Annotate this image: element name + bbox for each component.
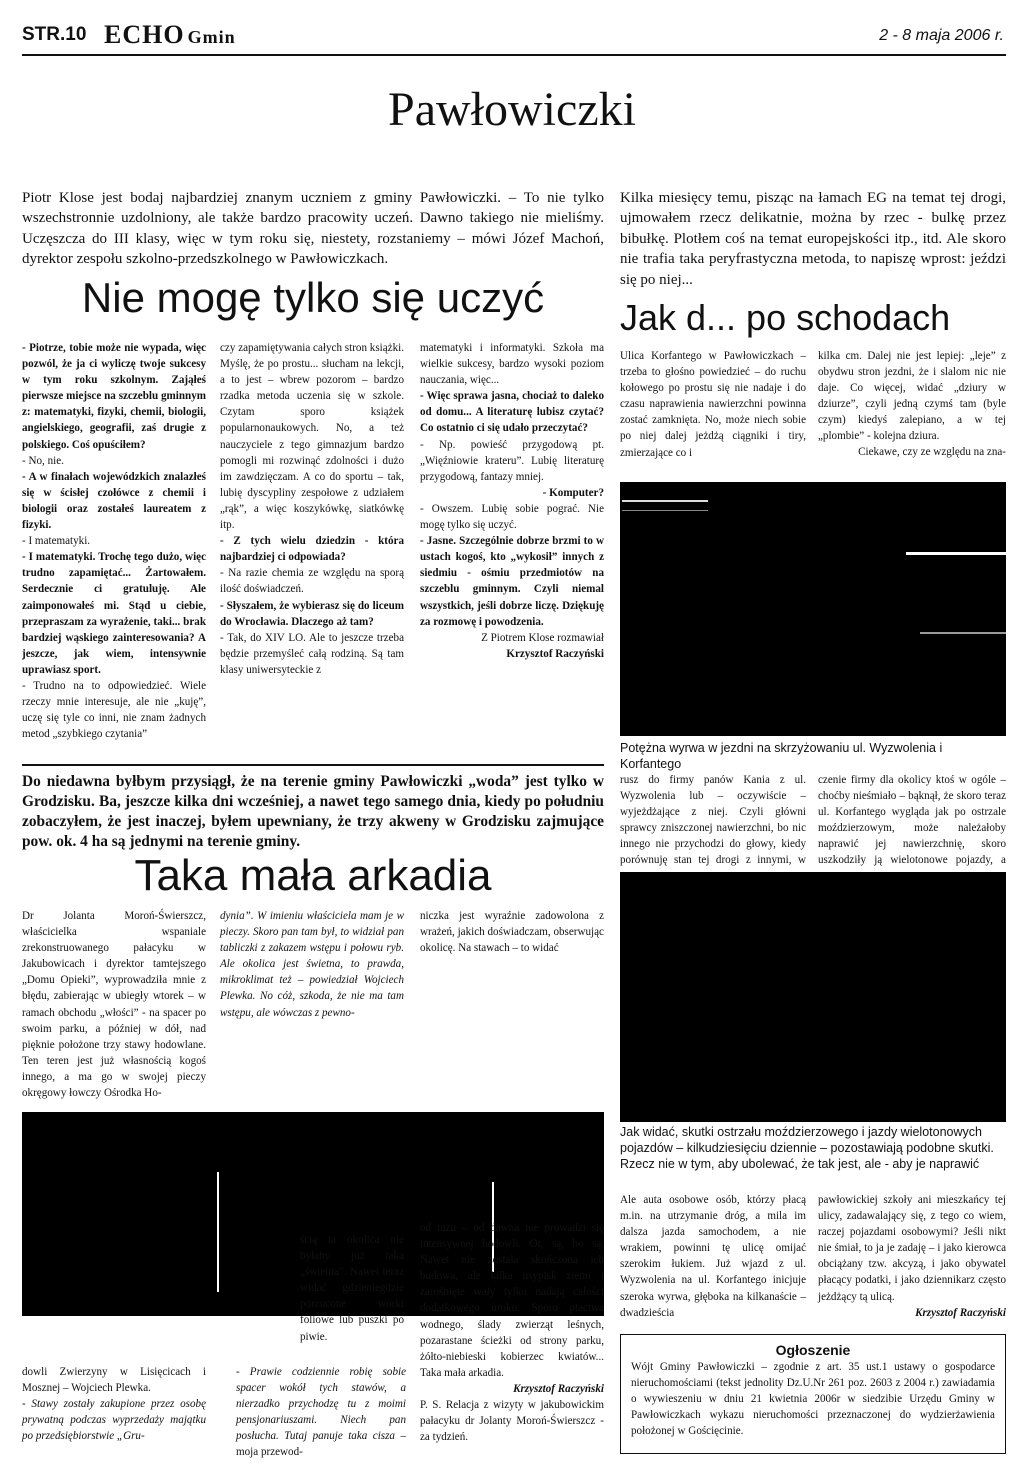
notice-box: [620, 1334, 1006, 1454]
article3-lead: Do niedawna byłbym przysiągł, że na terenie gminy Pawłowiczki „woda” jest tylko w Grodzisku. Ba, jeszcze kilka dni wcześniej, a nawet tego samego dnia, kiedy po południu zobaczyłem, że jest inaczej, byłem upewniany, że trzy akweny w Grodzisku zajmujące pow. ok. 4 ha są jednymi na terenie gminy.: [22, 773, 604, 850]
article3-col3: niczka jest wyraźnie zadowolona z wrażeń, jakich doświadczam, obserwując okolicę. Na stawach – to widać: [420, 910, 604, 955]
article1-title: Nie mogę tylko się uczyć: [81, 274, 545, 321]
photo-highlight: [217, 1172, 219, 1292]
article3-col1: Dr Jolanta Moroń-Świerszcz, właścicielka wspaniale zrekonstruowanego pałacyku w Jakubowicach i dyrektor tamtejszego „Domu Opieki”, wyprowadziła mnie z błędu, zabierając w ubiegły wtorek – w ramach obchodu „włości” - na spacer po swoim parku, a później w dół, nad pięknie położone trzy stawy hodowlane. Ten teren jest już własnością kogoś innego, a ma go w swojej pieczy okręgowy łowczy Ośrodka Ho-: [22, 910, 206, 1100]
article3-col4: dowli Zwierzyny w Lisięcicach i Mosznej – Wojciech Plewka. - Stawy zostały zakupione przez osobę prywatną podczas wyprzedaży majątku po przedsiębiorstwie „Gru-: [22, 1366, 206, 1443]
article1-lead: Piotr Klose jest bodaj najbardziej znanym uczniem z gminy Pawłowiczki. – To nie tylko wszechstronnie uzdolniony, ale także bardzo pracowity uczeń. Dawno takiego nie mieliśmy. Uczęszcza do III klasy, więc w tym roku się, niestety, rozstaniemy – mówi Józef Machoń, dyrektor zespołu szkolno-przedszkolnego w Pawłowiczkach.: [22, 190, 604, 268]
page-number: STR.10: [22, 24, 87, 45]
article2-col5: Ale auta osobowe osób, którzy płacą m.in. na utrzymanie dróg, a mila im dalsza jazda samochodem, a nie wrakiem, powinni tę ulicę omijać szerokim łukiem. Już wjazd z ul. Wyzwolenia na ul. Korfantego inicjuje szeroka wyrwa, głęboka na kilkanaście – dwadzieścia: [620, 1194, 806, 1319]
article2-col1: Ulica Korfantego w Pawłowiczkach – trzeba to głośno powiedzieć – do ruchu kołowego po prostu się nie nadaje i do czasu naprawienia nawierzchni powinna zostać zamknięta. No, może niech sobie po niej dalej jeżdżą ciągniki i tiry, zmierzające co i: [620, 350, 806, 459]
photo-highlight: [906, 552, 1006, 555]
page-header: [22, 18, 1006, 56]
article3-col2: dynia”. W imieniu właściciela mam je w pieczy. Skoro pan tam był, to widział pan tabliczki z zakazem wstępu i połowu ryb. Ale okolica jest świetna, to prawda, mikroklimat też – powiedział Wojciech Plewka. No cóż, szkoda, że nie ma tam wstępu, ale wówczas z pewno-: [220, 910, 404, 1019]
notice-title: Ogłoszenie: [775, 1342, 851, 1358]
notice-body: Wójt Gminy Pawłowiczki – zgodnie z art. 35 ust.1 ustawy o gospodarce nieruchomościami (tekst jednolity Dz.U.Nr 261 poz. 2603 z 2004 r.) zawiadamia o wywieszeniu w dniu 21 kwietnia 2006r w siedzibie Urzędu Gminy w Pawłowiczkach wykazu nieruchomości przeznaczonej do wydzierżawienia położonej w Gościęcinie.: [631, 1361, 995, 1438]
article2-lead: Kilka miesięcy temu, pisząc na łamach EG na temat tej drogi, ujmowałem rzecz delikatnie, można by rzec - bulkę przez bibułkę. Plotłem coś na temat europejskości itp., itd. Ale skoro nie trafia taka peryfrastyczna metoda, to napiszę wprost: jeździ się po niej...: [620, 190, 1006, 288]
article2-col2a: kilka cm. Dalej nie jest lepiej: „leje” z obydwu stron jezdni, że i slalom nic nie daje. Co więcej, widać „dziury w dziurze”, czyli jedną czymś tam (byle czym) kiedyś zalepiano, a w tej „plombie” - kolejna dziura.: [818, 350, 1006, 443]
photo2-caption: Jak widać, skutki ostrzału moździerzowego i jazdy wielotonowych pojazdów – kilkudziesięciu dziennie – pozostawiają podobne skutki. Rzecz nie w tym, aby ubolewać, że tak jest, ale - aby je naprawić: [620, 1125, 994, 1171]
article2-col4: czenie firmy dla okolicy ktoś w ogóle – choćby nieśmiało – bąknął, że skoro teraz ul. Korfantego wygląda jak po ostrzale moździerzowym, może należałoby naprawić jej nawierzchnię, skoro uszkodziły ją wielotonowe pojazdy, a: [818, 774, 1006, 867]
photo-highlight: [920, 632, 1006, 634]
article3-col5-continued: - Prawie codziennie robię sobie spacer wokół tych stawów, a nierzadko przychodzę tu z moimi pensjonariuszami. Niech pan posłucha. Tutaj panuje taka cisza – moja przewod-: [236, 1366, 406, 1459]
article3-title: Taka mała arkadia: [134, 851, 492, 900]
newspaper-logo: ECHO Gmin: [104, 20, 236, 49]
photo-highlight: [622, 510, 708, 511]
article2-col3: rusz do firmy panów Kania z ul. Wyzwolenia lub – oczywiście – wyjeżdżające z niej. Czyli główni sprawcy zniszczonej nawierzchni, bo nic innego nie przychodzi do głowy, kiedy porównuję stan tej drogi z innymi, w: [620, 774, 806, 867]
article1-col2: czy zapamiętywania całych stron książki. Myślę, że po prostu... słucham na lekcji, a to jest – wbrew pozorom – bardzo rzadka metoda uczenia się w szkole. Czytam sporo książek popularnonaukowych. No, a też nauczyciele z tego gimnazjum bardzo pomogli mi rozwinąć zdolności i dużo im zawdzięczam. A co do sportu – tak, lubię dyscypliny zespołowe z udziałem „rąk”, a więc koszykówkę, siatkówkę itp. - Z tych wielu dziedzin - która najbardziej ci odpowiada? - Na razie chemia ze względu na sporą ilość doświadczeń. - Słyszałem, że wybierasz się do liceum do Wrocławia. Dlaczego aż tam? - Tak, do XIV LO. Ale to jeszcze trzeba będzie przemyśleć całą rodziną. Są tam klasy uniwersyteckie z: [220, 342, 404, 676]
article2-col6: pawłowickiej szkoły ani mieszkańcy tej ulicy, zadawalający się, z tego co wiem, raczej pojazdami osobowymi? Jeśli nikt nie śmiał, to ja je zadaję – i jako kierowca obciążany tzw. akcyzą, i jako obywatel płacący podatki, i jako dziennikarz często jeżdżący tą ulicą. Krzysztof Raczyński: [818, 1194, 1006, 1319]
photo-caption: Potężna wyrwa w jezdni na skrzyżowaniu ul. Wyzwolenia i Korfantego: [620, 741, 943, 771]
road-damage-photo-2: [620, 872, 1006, 1122]
road-damage-photo: [620, 482, 1006, 736]
photo-highlight: [622, 500, 708, 502]
issue-date: 2 - 8 maja 2006 r.: [879, 27, 1004, 44]
article1-col1: - Piotrze, tobie może nie wypada, więc pozwól, że ja ci wyliczę twoje sukcesy w tym roku szkolnym. Zająłeś pierwsze miejsce na szczeblu gminnym z: matematyki, fizyki, chemii, biologii, angielskiego, geografii, zaś drugie z polskiego. Coś opuściłem? - No, nie. - A w finałach wojewódzkich znalazłeś się w ścisłej czołówce z chemii i biologii oraz zostałeś laureatem z fizyki. - I matematyki. - I matematyki. Trochę tego dużo, więc trudno zapamiętać... Żartowałem. Serdecznie ci gratuluję. Ale zaimponowałeś mi. Stąd u ciebie, przepraszam za wyrażenie, taki... brak bardziej wąskiego zainteresowania? A jeszcze, jak wiem, intensywnie uprawiasz sport. - Trudno na to odpowiedzieć. Wiele rzeczy mnie interesuje, ale nie „kuję”, uczę się tyle co inni, nie znam żadnych metod „szybkiego czytania”: [22, 342, 206, 741]
article2-title: Jak d... po schodach: [620, 297, 951, 338]
article2-col2b: Ciekawe, czy ze względu na zna-: [858, 446, 1006, 458]
article-divider: [22, 764, 604, 766]
article3-col5: ścią ta okolica nie byłaby już taka „świetna”. Nawet teraz widać gdzieniegdzie porzucone worki foliowe lub puszki po piwie.: [300, 1234, 404, 1343]
section-title: Pawłowiczki: [388, 83, 636, 136]
article3-col6: od razu – od dawna nie prowadzi się intensywnej hodowli. Ot, są, bo są. Nawet nie została skończona ich budowa, ale kilka usypisk ziemi i zarośnięte wały tylko nadają całości dodatkowego uroku. Sporo ptactwa wodnego, ślady zwierząt leśnych, pozarastane ścieżki od strony parku, żółto-niebieski kobierzec kwiatów... Taka mała arkadia. Krzysztof Raczyński P. S. Relacja z wizyty w jakubowickim pałacyku dr Jolanty Moroń-Świerszcz - za tydzień.: [420, 1222, 604, 1444]
article1-col3: matematyki i informatyki. Szkoła ma wielkie sukcesy, bardzo wysoki poziom nauczania, więc... - Więc sprawa jasna, chociaż to daleko od domu... A literaturę lubisz czytać? Co ostatnio ci się udało przeczytać? - Np. powieść przygodową pt. „Więźniowie krateru”. Lubię literaturę przygodową, fantazy mniej. - Komputer? - Owszem. Lubię sobie pograć. Nie mogę tylko się uczyć. - Jasne. Szczególnie dobrze brzmi to w ustach kogoś, kto „wykosił” innych z siedmiu - ośmiu przedmiotów na szczeblu gminnym. Czyli niemal wszystkich, jeśli dobrze liczę. Dziękuję za rozmowę i powodzenia. Z Piotrem Klose rozmawiał Krzysztof Raczyński: [420, 342, 604, 660]
